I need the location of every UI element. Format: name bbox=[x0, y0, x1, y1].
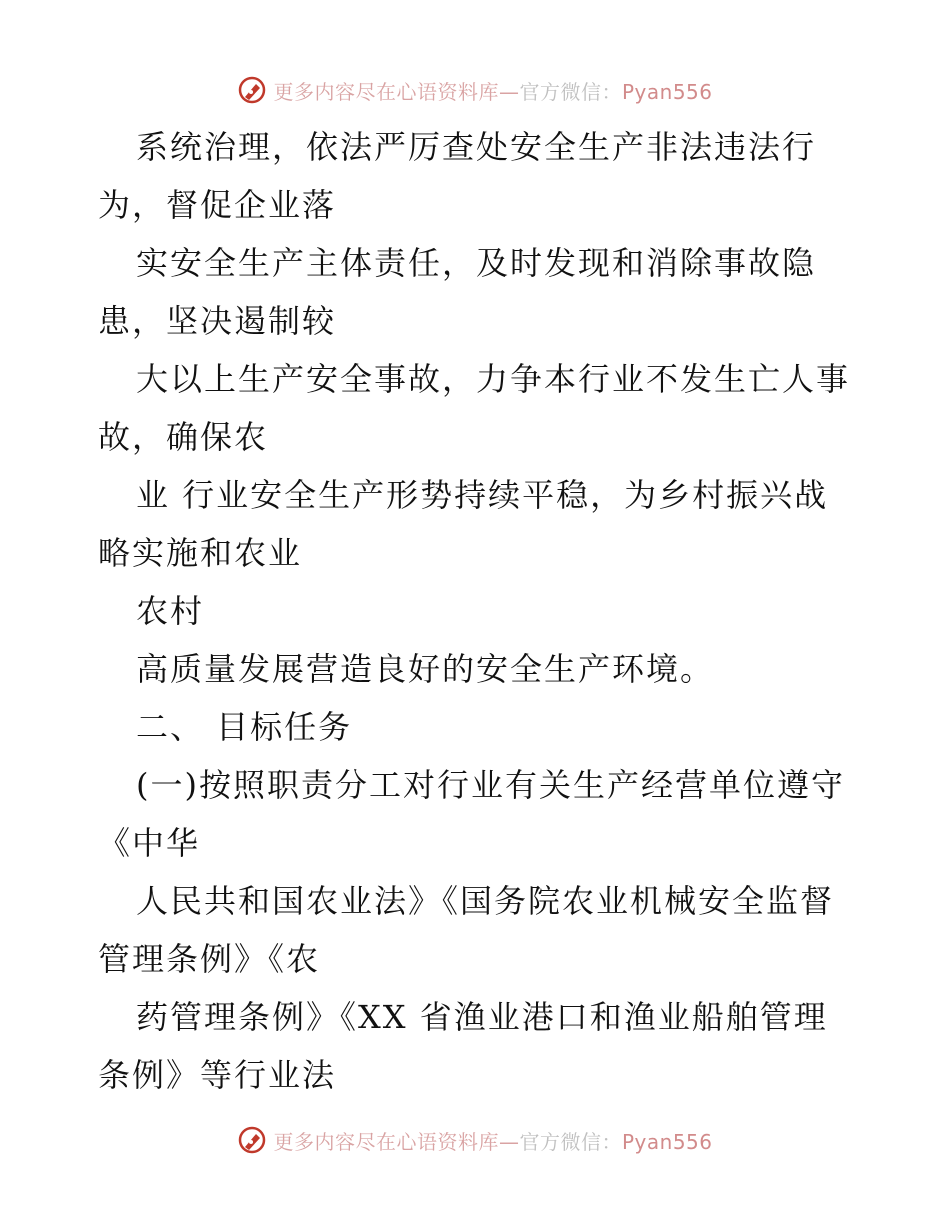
document-body bbox=[98, 118, 868, 1104]
watermark-site-text: 更多内容尽在心语资料库 bbox=[273, 1129, 499, 1154]
body-line: 患，坚决遏制较 bbox=[98, 302, 337, 340]
watermark-handle: Pyan556 bbox=[621, 79, 713, 104]
footer-watermark-banner bbox=[0, 1120, 950, 1160]
watermark-dash: — bbox=[498, 79, 520, 104]
body-line: 大以上生产安全事故，力争本行业不发生亡人事 bbox=[136, 360, 851, 398]
pen-nib-circle-icon bbox=[237, 75, 267, 105]
body-line: 故，确保农 bbox=[98, 418, 269, 456]
header-watermark-banner bbox=[0, 70, 950, 110]
body-line: 业 行业安全生产形势持续平稳，为乡村振兴战 bbox=[136, 476, 829, 514]
body-line: 药管理条例》《XX 省渔业港口和渔业船舶管理 bbox=[136, 998, 828, 1036]
body-line: 管理条例》《农 bbox=[98, 940, 321, 978]
body-line: 高质量发展营造良好的安全生产环境。 bbox=[136, 650, 715, 688]
watermark-text bbox=[273, 1126, 712, 1155]
watermark-text bbox=[273, 76, 712, 105]
body-line: 为，督促企业落 bbox=[98, 186, 337, 224]
body-line: 系统治理，依法严厉查处安全生产非法违法行 bbox=[136, 128, 817, 166]
body-line: 略实施和农业 bbox=[98, 534, 303, 572]
watermark-handle: Pyan556 bbox=[621, 1129, 713, 1154]
watermark-wechat-label: 官方微信： bbox=[519, 1129, 622, 1154]
watermark-wechat-label: 官方微信： bbox=[519, 79, 622, 104]
body-line: 《中华 bbox=[98, 824, 201, 862]
body-line: 条例》等行业法 bbox=[98, 1056, 337, 1094]
body-line: 人民共和国农业法》《国务院农业机械安全监督 bbox=[136, 882, 835, 920]
body-line: 农村 bbox=[136, 592, 205, 630]
pen-nib-circle-icon bbox=[237, 1125, 267, 1155]
body-line: (一)按照职责分工对行业有关生产经营单位遵守 bbox=[136, 766, 845, 804]
watermark-dash: — bbox=[498, 1129, 520, 1154]
body-line: 实安全生产主体责任，及时发现和消除事故隐 bbox=[136, 244, 817, 282]
watermark-site-text: 更多内容尽在心语资料库 bbox=[273, 79, 499, 104]
section-heading: 二、 目标任务 bbox=[136, 708, 353, 746]
